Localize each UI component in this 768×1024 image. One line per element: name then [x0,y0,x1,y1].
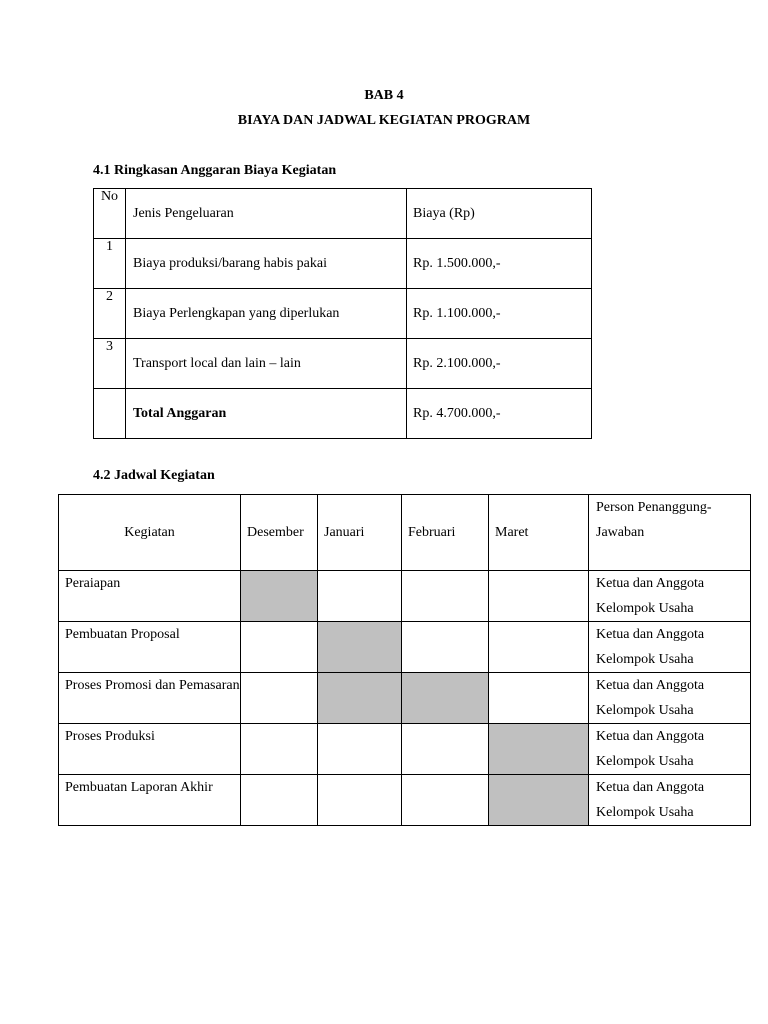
budget-row [94,339,592,389]
schedule-cell-februari [402,622,489,673]
schedule-activity: Pembuatan Laporan Akhir [59,775,241,826]
budget-col-item: Jenis Pengeluaran [126,189,407,239]
budget-row-no: 1 [94,239,126,289]
schedule-cell-maret-filled [489,724,589,775]
schedule-pic: Ketua dan Anggota Kelompok Usaha [589,622,751,673]
budget-row [94,289,592,339]
budget-row-item: Biaya Perlengkapan yang diperlukan [126,289,407,339]
schedule-cell-desember [241,673,318,724]
schedule-cell-desember [241,775,318,826]
schedule-cell-januari [318,571,402,622]
chapter-title: BIAYA DAN JADWAL KEGIATAN PROGRAM [237,113,531,128]
budget-header-row [94,189,592,239]
schedule-cell-januari [318,775,402,826]
schedule-cell-maret [489,673,589,724]
schedule-col-pic: Person Penanggung-Jawaban [589,495,751,571]
budget-row-cost: Rp. 1.100.000,- [407,289,592,339]
budget-total-no [94,389,126,439]
schedule-row [59,673,751,724]
budget-table [93,188,592,439]
schedule-pic: Ketua dan Anggota Kelompok Usaha [589,724,751,775]
schedule-table [58,494,751,826]
budget-row-no: 2 [94,289,126,339]
schedule-cell-maret [489,571,589,622]
schedule-cell-januari [318,724,402,775]
schedule-activity: Pembuatan Proposal [59,622,241,673]
schedule-cell-februari [402,775,489,826]
budget-total-row [94,389,592,439]
schedule-row [59,622,751,673]
budget-col-no: No [94,189,126,239]
schedule-heading: 4.2 Jadwal Kegiatan [93,468,215,483]
schedule-cell-desember [241,724,318,775]
schedule-activity: Proses Produksi [59,724,241,775]
schedule-cell-februari [402,571,489,622]
schedule-pic: Ketua dan Anggota Kelompok Usaha [589,775,751,826]
budget-col-cost: Biaya (Rp) [407,189,592,239]
schedule-cell-januari-filled [318,673,402,724]
schedule-pic: Ketua dan Anggota Kelompok Usaha [589,673,751,724]
schedule-cell-januari-filled [318,622,402,673]
schedule-cell-desember [241,622,318,673]
chapter-number: BAB 4 [364,88,404,103]
schedule-col-januari: Januari [318,495,402,571]
schedule-cell-desember-filled [241,571,318,622]
schedule-col-februari: Februari [402,495,489,571]
schedule-row [59,571,751,622]
schedule-cell-februari [402,724,489,775]
budget-row-item: Transport local dan lain – lain [126,339,407,389]
schedule-col-desember: Desember [241,495,318,571]
budget-row [94,239,592,289]
schedule-cell-maret-filled [489,775,589,826]
budget-row-cost: Rp. 2.100.000,- [407,339,592,389]
schedule-cell-februari-filled [402,673,489,724]
budget-row-item: Biaya produksi/barang habis pakai [126,239,407,289]
schedule-activity: Peraiapan [59,571,241,622]
schedule-body [59,571,751,826]
schedule-activity: Proses Promosi dan Pemasaran [59,673,241,724]
schedule-header-row [59,495,751,571]
budget-row-no: 3 [94,339,126,389]
schedule-row [59,724,751,775]
budget-heading: 4.1 Ringkasan Anggaran Biaya Kegiatan [93,163,337,178]
budget-total-label: Total Anggaran [126,389,407,439]
schedule-cell-maret [489,622,589,673]
schedule-pic: Ketua dan Anggota Kelompok Usaha [589,571,751,622]
budget-row-cost: Rp. 1.500.000,- [407,239,592,289]
schedule-col-activity: Kegiatan [59,495,241,571]
budget-total-cost: Rp. 4.700.000,- [407,389,592,439]
schedule-col-maret: Maret [489,495,589,571]
schedule-row [59,775,751,826]
